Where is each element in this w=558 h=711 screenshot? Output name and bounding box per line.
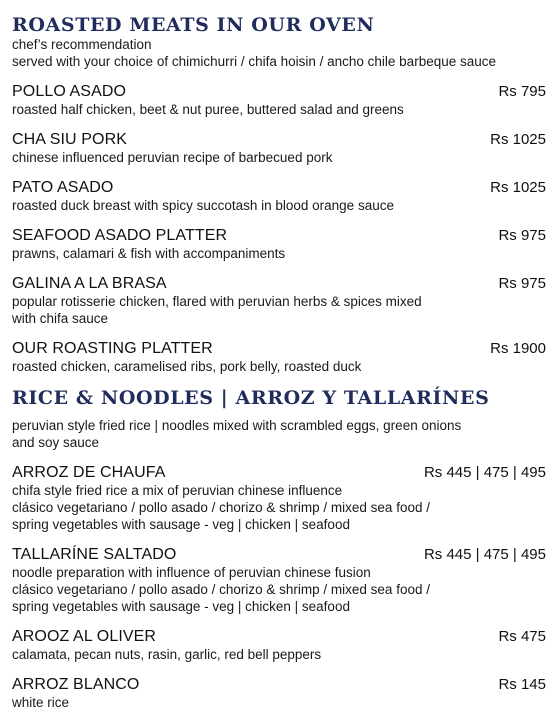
item-price: Rs 145 <box>498 676 546 693</box>
item-price: Rs 445 | 475 | 495 <box>423 464 546 481</box>
item-description: spring vegetables with sausage - veg | chicken | seafood <box>12 599 350 614</box>
item-price: Rs 1025 <box>490 131 546 148</box>
item-description: chinese influenced peruvian recipe of barbecued pork <box>12 150 333 165</box>
item-price: Rs 795 <box>498 83 546 100</box>
subtitle-line: and soy sauce <box>12 435 100 450</box>
item-description: roasted duck breast with spicy succotash in blood orange sauce <box>12 198 394 213</box>
subtitle-line: chef’s recommendation <box>12 37 152 52</box>
subtitle-line: served with your choice of chimichurri / chifa hoisin / ancho chile barbeque sauce <box>12 54 497 69</box>
section-title: RICE & NOODLES | ARROZ Y TALLARÍNES <box>12 387 490 409</box>
section-subtitle <box>12 417 546 451</box>
menu-item <box>12 82 546 118</box>
menu-item <box>12 130 546 166</box>
menu-item <box>12 463 546 533</box>
item-price: Rs 975 <box>498 275 546 292</box>
section-title: ROASTED MEATS IN OUR OVEN <box>12 14 375 36</box>
item-description: white rice <box>12 695 70 710</box>
item-description: calamata, pecan nuts, rasin, garlic, red bell peppers <box>12 647 322 662</box>
item-price: Rs 445 | 475 | 495 <box>423 546 546 563</box>
item-price: Rs 975 <box>498 227 546 244</box>
item-description: chifa style fried rice a mix of peruvian chinese influence <box>12 483 343 498</box>
item-name: CHA SIU PORK <box>12 131 128 148</box>
item-description: with chifa sauce <box>12 311 109 326</box>
item-price: Rs 475 <box>498 628 546 645</box>
item-price: Rs 1900 <box>490 340 546 357</box>
menu-item <box>12 545 546 615</box>
section-rice-noodles <box>12 387 546 711</box>
item-name: POLLO ASADO <box>12 83 127 100</box>
item-name: GALINA A LA BRASA <box>12 275 167 292</box>
section-roasted-meats <box>12 0 546 375</box>
item-name: TALLARÍNE SALTADO <box>12 546 177 563</box>
item-name: SEAFOOD ASADO PLATTER <box>12 227 228 244</box>
item-description: roasted half chicken, beet & nut puree, buttered salad and greens <box>12 102 404 117</box>
item-name: PATO ASADO <box>12 179 114 196</box>
menu-item <box>12 627 546 663</box>
item-description: popular rotisserie chicken, flared with peruvian herbs & spices mixed <box>12 294 422 309</box>
menu-item <box>12 178 546 214</box>
item-name: OUR ROASTING PLATTER <box>12 340 213 357</box>
item-name: ARROZ BLANCO <box>12 676 140 693</box>
item-description: roasted chicken, caramelised ribs, pork belly, roasted duck <box>12 359 362 374</box>
item-description: spring vegetables with sausage - veg | chicken | seafood <box>12 517 350 532</box>
item-name: ARROZ DE CHAUFA <box>12 464 166 481</box>
item-description: clásico vegetariano / pollo asado / chorizo & shrimp / mixed sea food / <box>12 582 430 597</box>
menu-item <box>12 274 546 327</box>
section-subtitle <box>12 36 546 70</box>
item-description: clásico vegetariano / pollo asado / chorizo & shrimp / mixed sea food / <box>12 500 430 515</box>
item-name: AROOZ AL OLIVER <box>12 628 157 645</box>
menu-item <box>12 339 546 375</box>
menu-item <box>12 226 546 262</box>
item-description: noodle preparation with influence of peruvian chinese fusion <box>12 565 371 580</box>
subtitle-line: peruvian style fried rice | noodles mixed with scrambled eggs, green onions <box>12 418 462 433</box>
item-description: prawns, calamari & fish with accompaniments <box>12 246 286 261</box>
item-price: Rs 1025 <box>490 179 546 196</box>
menu-item <box>12 675 546 711</box>
